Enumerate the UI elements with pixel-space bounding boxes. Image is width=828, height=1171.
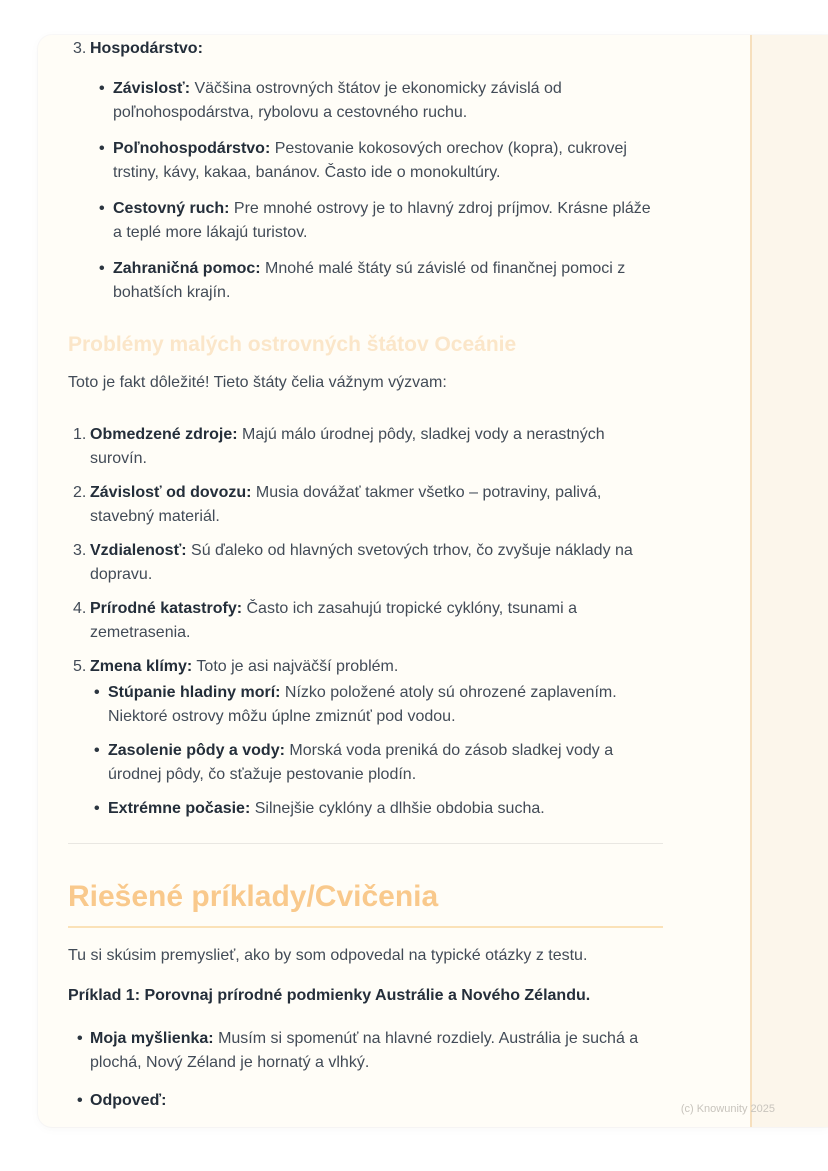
- list-number: 4.: [73, 600, 87, 617]
- item-line: [90, 655, 663, 679]
- item-label: Prírodné katastrofy:: [90, 600, 243, 617]
- item-label: Stúpanie hladiny morí:: [108, 684, 281, 701]
- example-bullet-list: [68, 1027, 663, 1113]
- list-item-text: [113, 197, 663, 245]
- copyright-watermark: (c) Knowunity 2025: [680, 1103, 775, 1115]
- list-item-text: [113, 137, 663, 185]
- bullet-icon: [99, 77, 113, 125]
- bullet-icon: [99, 257, 113, 305]
- bullet-icon: [94, 739, 108, 787]
- list-item-text: [90, 423, 663, 471]
- list-number: 5.: [73, 658, 87, 675]
- section-divider: [68, 843, 663, 844]
- list-item-text: [90, 655, 663, 821]
- list-item-text: [108, 797, 663, 821]
- item-label: Závislosť:: [113, 80, 191, 97]
- item-label: Zahraničná pomoc:: [113, 260, 261, 277]
- list-item-text: [90, 481, 663, 529]
- item-body: Väčšina ostrovných štátov je ekonomicky závislá od poľnohospodárstva, rybolovu a cestovného ruchu.: [113, 80, 562, 121]
- item-body: Silnejšie cyklóny a dlhšie obdobia sucha.: [254, 800, 545, 817]
- item-label: Vzdialenosť:: [90, 542, 187, 559]
- list-item-text: [90, 1089, 663, 1113]
- item-label: Hospodárstvo:: [90, 40, 203, 57]
- list-item-text: [108, 739, 663, 787]
- list-item-text: [113, 257, 663, 305]
- example-title: Príklad 1: Porovnaj prírodné podmienky Austrálie a Nového Zélandu.: [68, 987, 591, 1004]
- item-body: Pestovanie kokosových orechov (kopra), cukrovej trstiny, kávy, kakaa, banánov. Často ide o monokultúry.: [113, 140, 627, 181]
- item-body: Pre mnohé ostrovy je to hlavný zdroj príjmov. Krásne pláže a teplé more lákajú turistov.: [113, 200, 651, 241]
- list-item: [99, 257, 663, 305]
- item-body: Morská voda preniká do zásob sladkej vody a úrodnej pôdy, čo sťažuje pestovanie plodín.: [108, 742, 614, 783]
- list-item-text: [90, 597, 663, 645]
- numbered-item: [68, 481, 663, 529]
- list-item: [99, 137, 663, 185]
- list-number: 3.: [73, 40, 87, 57]
- item-body: Sú ďaleko od hlavných svetových trhov, čo zvyšuje náklady na dopravu.: [90, 542, 633, 583]
- list-number: 1.: [73, 426, 87, 443]
- bullet-icon: [94, 797, 108, 821]
- list-item: [77, 1089, 663, 1113]
- list-number: 3.: [73, 542, 87, 559]
- item-label: Zasolenie pôdy a vody:: [108, 742, 285, 759]
- exercises-intro-paragraph: Tu si skúsim premyslieť, ako by som odpovedal na typické otázky z testu.: [68, 947, 588, 964]
- bullet-icon: [99, 197, 113, 245]
- bullet-icon: [99, 137, 113, 185]
- section-heading-riesene: Riešené príklady/Cvičenia: [68, 878, 663, 928]
- list-item: [77, 1027, 663, 1075]
- economy-bullet-list: [68, 77, 663, 305]
- item-body: Nízko položené atoly sú ohrozené zaplavením. Niektoré ostrovy môžu úplne zmiznúť pod vodou.: [108, 684, 617, 725]
- item-label: Cestovný ruch:: [113, 200, 230, 217]
- document-page: [38, 35, 828, 1127]
- item-body: Musia dovážať takmer všetko – potraviny, palivá, stavebný materiál.: [90, 484, 602, 525]
- list-item-text: [90, 1027, 663, 1075]
- numbered-item-hospodarstvo: [68, 37, 663, 61]
- item-body: Majú málo úrodnej pôdy, sladkej vody a nerastných surovín.: [90, 426, 605, 467]
- list-item-text: [108, 681, 663, 729]
- list-number: 2.: [73, 484, 87, 501]
- page-margin-line: [750, 35, 752, 1127]
- bullet-icon: [94, 681, 108, 729]
- item-label: Moja myšlienka:: [90, 1030, 214, 1047]
- item-label: Poľnohospodárstvo:: [113, 140, 271, 157]
- list-item: [94, 681, 663, 729]
- list-item-text: [113, 77, 663, 125]
- numbered-item: [68, 539, 663, 587]
- item-label: Zmena klímy:: [90, 658, 193, 675]
- intro-paragraph: Toto je fakt dôležité! Tieto štáty čelia vážnym výzvam:: [68, 374, 447, 391]
- bullet-icon: [77, 1089, 90, 1113]
- item-label: Obmedzené zdroje:: [90, 426, 238, 443]
- problems-numbered-list: [68, 423, 663, 821]
- item-label: Závislosť od dovozu:: [90, 484, 252, 501]
- list-item: [94, 739, 663, 787]
- item-label: Extrémne počasie:: [108, 800, 251, 817]
- bullet-icon: [77, 1027, 90, 1075]
- item-label: Odpoveď:: [90, 1092, 167, 1109]
- list-item: [99, 77, 663, 125]
- numbered-item: [68, 423, 663, 471]
- numbered-item: [68, 597, 663, 645]
- page-overflow-strip: [752, 35, 828, 1127]
- list-item: [94, 797, 663, 821]
- item-body: Často ich zasahujú tropické cyklóny, tsunami a zemetrasenia.: [90, 600, 578, 641]
- document-content: [68, 37, 663, 1113]
- list-item-text: [90, 37, 663, 61]
- item-body: Toto je asi najväčší problém.: [196, 658, 399, 675]
- section-heading-problemy: Problémy malých ostrovných štátov Oceánie: [68, 333, 517, 356]
- item-body: Mnohé malé štáty sú závislé od finančnej pomoci z bohatších krajín.: [113, 260, 626, 301]
- climate-bullet-list: [90, 681, 663, 821]
- item-body: Musím si spomenúť na hlavné rozdiely. Austrália je suchá a plochá, Nový Zéland je hornatý a vlhký.: [90, 1030, 639, 1071]
- list-item-text: [90, 539, 663, 587]
- list-item: [99, 197, 663, 245]
- numbered-item-zmena-klimy: [68, 655, 663, 821]
